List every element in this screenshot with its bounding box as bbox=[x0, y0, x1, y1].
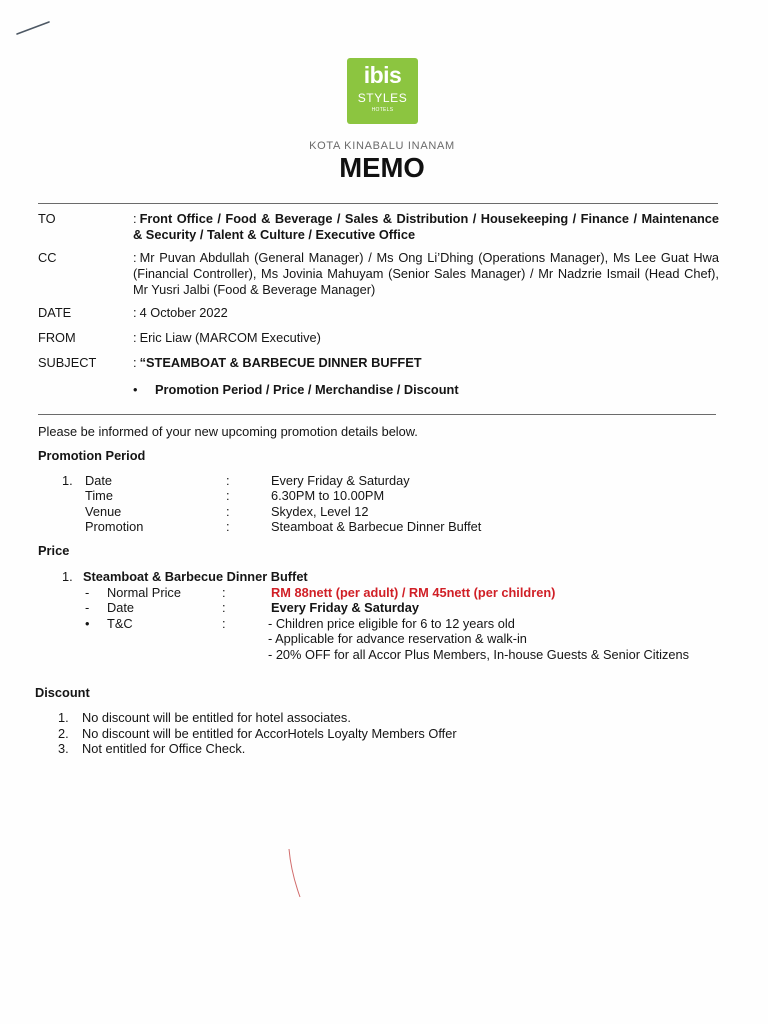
dash-marker: - bbox=[85, 584, 90, 600]
tc-line: - 20% OFF for all Accor Plus Members, In-house Guests & Senior Citizens bbox=[268, 646, 690, 662]
normal-price-value: RM 88nett (per adult) / RM 45nett (per children) bbox=[271, 584, 556, 600]
list-item bbox=[0, 726, 768, 742]
to-line-1 bbox=[133, 211, 719, 227]
to-line-2-text: & Security / Talent & Culture / Executive Office bbox=[133, 227, 416, 242]
subject-text: “STEAMBOAT & BARBECUE DINNER BUFFET bbox=[139, 355, 422, 370]
from-value bbox=[133, 330, 719, 346]
logo-sub: STYLES bbox=[357, 91, 408, 105]
item-label: Date bbox=[85, 473, 113, 488]
pen-stroke-mark bbox=[17, 22, 49, 34]
from-label: FROM bbox=[38, 330, 76, 345]
list-item bbox=[0, 569, 768, 585]
item-label: Normal Price bbox=[107, 584, 181, 600]
price-row bbox=[0, 631, 768, 647]
discount-text: Not entitled for Office Check. bbox=[82, 741, 246, 756]
intro-text: Please be informed of your new upcoming promotion details below. bbox=[38, 424, 418, 439]
item-separator: : bbox=[222, 600, 226, 616]
from-separator: : bbox=[133, 330, 137, 345]
cc-line-2-text: (Financial Controller), Ms Jovinia Mahuyam (Senior Sales Manager) / Mr Nadzrie Ismail (Head Chef), bbox=[133, 266, 719, 281]
list-number: 1. bbox=[58, 710, 69, 725]
header-bottom-rule bbox=[38, 414, 716, 415]
list-number: 1. bbox=[62, 569, 73, 584]
cc-line-3 bbox=[133, 282, 719, 298]
item-separator: : bbox=[226, 473, 230, 488]
cc-line-2 bbox=[133, 266, 719, 282]
date-separator: : bbox=[133, 305, 137, 320]
item-label: Venue bbox=[85, 503, 122, 519]
to-line-2 bbox=[133, 227, 719, 243]
red-pen-mark bbox=[289, 849, 300, 897]
to-line-1-text: Front Office / Food & Beverage / Sales & Distribution / Housekeeping / Finance / Maintenance bbox=[139, 211, 719, 226]
discount-list bbox=[0, 710, 768, 757]
header-top-rule bbox=[38, 203, 718, 204]
cc-line-3-text: Mr Yusri Jalbi (Food & Beverage Manager) bbox=[133, 282, 376, 297]
list-item bbox=[0, 504, 768, 519]
logo-tag: HOTELS bbox=[371, 107, 394, 113]
bullet-icon: • bbox=[85, 615, 90, 631]
discount-text: No discount will be entitled for AccorHotels Loyalty Members Offer bbox=[82, 725, 457, 741]
item-value: Skydex, Level 12 bbox=[271, 503, 369, 519]
price-date-value: Every Friday & Saturday bbox=[271, 600, 419, 616]
price-row bbox=[0, 647, 768, 663]
page-title: MEMO bbox=[339, 152, 425, 183]
cc-label: CC bbox=[38, 250, 57, 265]
price-list bbox=[0, 569, 768, 663]
ibis-styles-logo bbox=[347, 58, 418, 124]
dash-marker: - bbox=[85, 600, 90, 616]
price-row bbox=[0, 616, 768, 632]
to-label: TO bbox=[38, 211, 56, 226]
item-label: T&C bbox=[107, 615, 133, 631]
property-name: KOTA KINABALU INANAM bbox=[309, 140, 455, 152]
promotion-period-heading: Promotion Period bbox=[38, 448, 146, 463]
logo-name: ibis bbox=[363, 62, 402, 88]
item-separator: : bbox=[226, 503, 230, 519]
tc-line: - Children price eligible for 6 to 12 years old bbox=[268, 615, 515, 631]
item-separator: : bbox=[226, 518, 230, 534]
cc-line-1 bbox=[133, 250, 719, 266]
item-value: Every Friday & Saturday bbox=[271, 473, 410, 488]
price-item-title: Steamboat & Barbecue Dinner Buffet bbox=[83, 569, 308, 584]
list-number: 2. bbox=[58, 725, 69, 741]
item-label: Promotion bbox=[85, 518, 144, 534]
date-value bbox=[133, 305, 719, 321]
cc-line-1-text: Mr Puvan Abdullah (General Manager) / Ms Ong Li’Dhing (Operations Manager), Ms Lee Guat Hwa bbox=[139, 250, 719, 265]
list-item bbox=[0, 710, 768, 726]
date-text: 4 October 2022 bbox=[139, 305, 228, 320]
price-heading: Price bbox=[38, 543, 70, 558]
list-item bbox=[0, 488, 768, 503]
to-value bbox=[133, 211, 719, 243]
list-item bbox=[0, 473, 768, 488]
cc-separator: : bbox=[133, 250, 137, 265]
subject-separator: : bbox=[133, 355, 137, 370]
to-separator: : bbox=[133, 211, 137, 226]
list-item bbox=[0, 519, 768, 534]
subject-label: SUBJECT bbox=[38, 355, 97, 370]
subject-value bbox=[133, 355, 719, 371]
item-separator: : bbox=[222, 584, 226, 600]
discount-heading: Discount bbox=[35, 685, 90, 700]
item-value: Steamboat & Barbecue Dinner Buffet bbox=[271, 518, 482, 534]
item-label: Time bbox=[85, 488, 113, 504]
item-label: Date bbox=[107, 600, 135, 616]
item-value: 6.30PM to 10.00PM bbox=[271, 488, 385, 504]
from-text: Eric Liaw (MARCOM Executive) bbox=[139, 330, 321, 345]
item-separator: : bbox=[222, 615, 226, 631]
price-row bbox=[0, 600, 768, 616]
item-separator: : bbox=[226, 488, 230, 504]
discount-text: No discount will be entitled for hotel associates. bbox=[82, 710, 351, 725]
price-row bbox=[0, 585, 768, 601]
tc-line: - Applicable for advance reservation & walk-in bbox=[268, 631, 527, 647]
promotion-period-list bbox=[0, 473, 768, 534]
bullet-icon: • bbox=[133, 382, 138, 397]
list-number: 3. bbox=[58, 741, 69, 756]
list-number: 1. bbox=[62, 473, 73, 488]
list-item bbox=[0, 741, 768, 757]
date-label: DATE bbox=[38, 305, 72, 320]
cc-value bbox=[133, 250, 719, 298]
subject-point: Promotion Period / Price / Merchandise / Discount bbox=[155, 382, 459, 397]
